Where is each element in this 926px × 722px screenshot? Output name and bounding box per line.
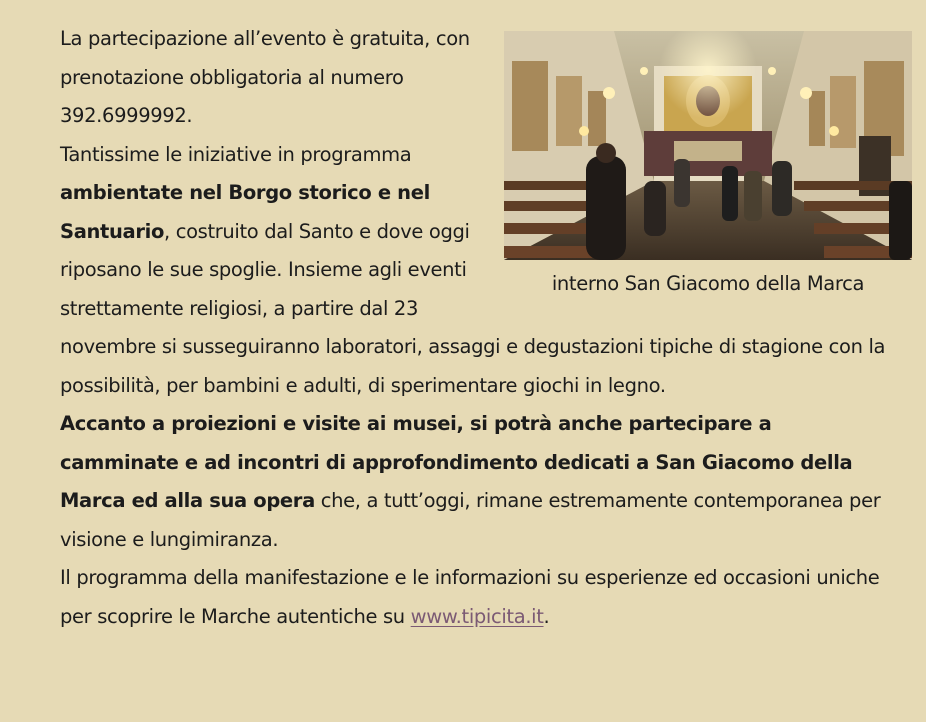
church-interior-photo — [504, 31, 912, 260]
paragraph-booking: La partecipazione all’evento è gratuita, con prenotazione obbligatoria al numero 392.6999992. — [60, 27, 470, 127]
initiatives-intro-text: Tantissime le iniziative in programma — [60, 142, 412, 166]
church-figure — [504, 31, 912, 323]
initiatives-detail-text: , costruito dal Santo e dove oggi riposano le sue spoglie. Insieme agli eventi strettamente religiosi, a partire dal 23 novembre si susseguiranno laboratori, assaggi e degustazioni tipiche di stagione con la possibilità, per bambini e adulti, di sperimentare giochi in legno. — [60, 219, 886, 397]
paragraph-program — [60, 559, 890, 636]
paragraph-events — [60, 405, 890, 559]
article-body — [60, 20, 890, 636]
program-end-text: . — [543, 604, 550, 628]
figure-caption: interno San Giacomo della Marca — [551, 272, 865, 295]
events-highlight-text: Accanto a proiezioni e visite ai musei, si potrà anche partecipare a camminate e ad incontri di approfondimento dedicati a San Giacomo della Marca ed alla sua opera — [60, 412, 853, 512]
events-detail-text: che, a tutt’oggi, rimane estremamente contemporanea per visione e lungimiranza. — [60, 489, 881, 551]
tipicita-link[interactable]: www.tipicita.it — [410, 604, 544, 628]
initiatives-highlight-text: ambientate nel Borgo storico e nel Santuario — [60, 181, 430, 243]
program-intro-text: Il programma della manifestazione e le informazioni su esperienze ed occasioni uniche per scoprire le Marche autentiche su — [60, 566, 880, 628]
